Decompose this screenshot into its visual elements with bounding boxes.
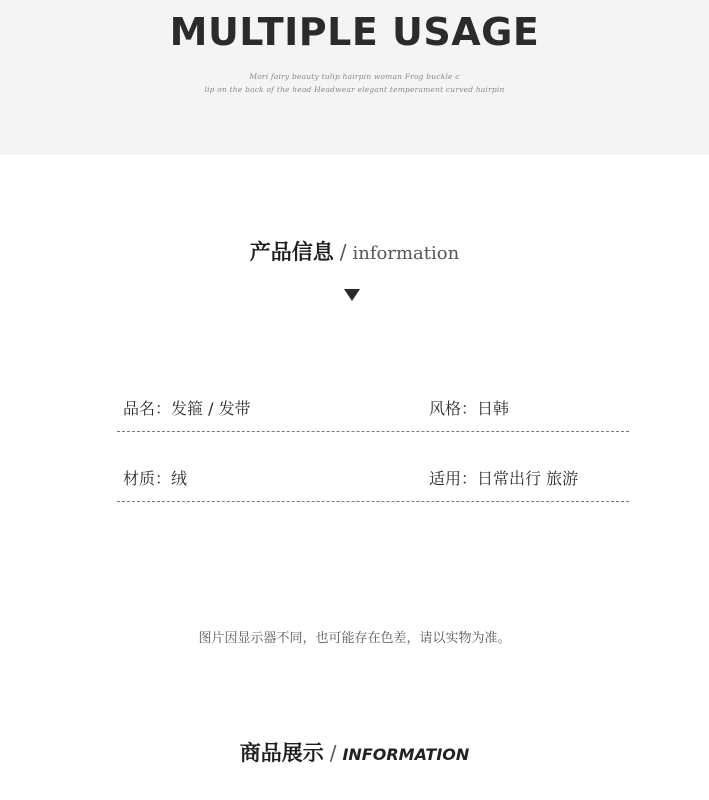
product-info-heading-en: information: [352, 243, 460, 264]
info-product-name: 品名：发箍 / 发带: [123, 399, 251, 418]
info-row: [117, 458, 629, 502]
product-info-heading-cn: 产品信息: [249, 240, 334, 264]
top-banner: [0, 0, 709, 155]
banner-title: MULTIPLE USAGE: [169, 10, 540, 54]
info-usage: 适用：日常出行 旅游: [429, 469, 579, 488]
banner-subtitle-line2: lip on the back of the head Headwear elegant temperament curved hairpin: [204, 85, 505, 94]
product-info-heading: [0, 236, 709, 266]
product-display-heading-en: INFORMATION: [342, 745, 470, 764]
dashed-divider: [117, 431, 629, 432]
heading-slash: /: [339, 240, 347, 264]
info-material: 材质：绒: [123, 469, 188, 488]
info-style: 风格：日韩: [429, 399, 510, 418]
heading-slash: /: [329, 741, 337, 765]
dashed-divider: [117, 501, 629, 502]
color-disclaimer: 图片因显示器不同，也可能存在色差，请以实物为准。: [198, 631, 511, 646]
banner-subtitle-line1: Mori fairy beauty tulip hairpin woman Frog buckle c: [249, 72, 460, 81]
product-display-heading-cn: 商品展示: [239, 741, 324, 765]
down-triangle-icon: [344, 289, 360, 301]
info-row: [117, 388, 629, 432]
product-display-heading: [0, 737, 709, 767]
